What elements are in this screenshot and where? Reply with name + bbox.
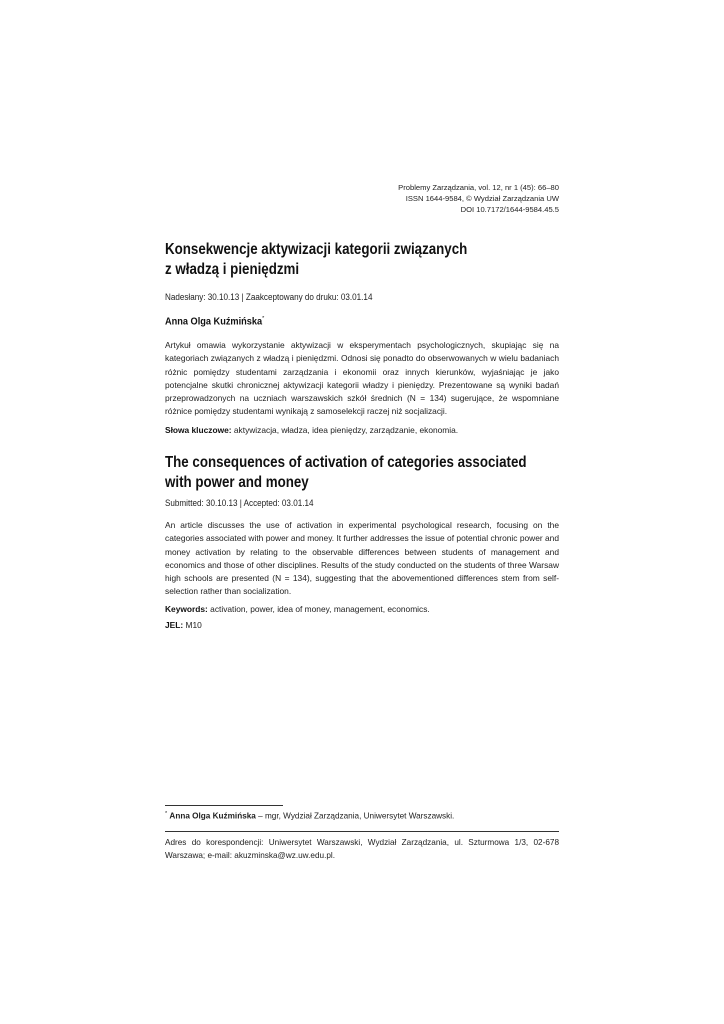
author-footnote-mark: * bbox=[262, 316, 265, 322]
footnote-author: Anna Olga Kuźmińska bbox=[169, 811, 256, 821]
journal-header bbox=[398, 182, 559, 215]
jel-code bbox=[165, 620, 202, 630]
journal-citation: Problemy Zarządzania, vol. 12, nr 1 (45): 66–80 bbox=[398, 183, 559, 192]
polish-keywords-text: aktywizacja, władza, idea pieniędzy, zarządzanie, ekonomia. bbox=[233, 425, 459, 435]
english-keywords-label: Keywords: bbox=[165, 604, 208, 614]
polish-keywords bbox=[165, 425, 458, 435]
footnote-divider bbox=[165, 805, 283, 806]
english-title-line-2: with power and money bbox=[165, 474, 309, 491]
footnote-mark: * bbox=[165, 811, 168, 817]
english-abstract: An article discusses the use of activation in experimental psychological research, focusing on the categories associated with power and money. It further addresses the issue of potential chronic power and money activation by relating to the observable differences between students of management and economics and those of other disciplines. Results of the study conducted on the students of three Warsaw high schools are presented (N = 134), suggesting that the abovementioned differences stem from self-selection rather than socialization. bbox=[165, 520, 559, 597]
author-name-text: Anna Olga Kuźmińska bbox=[165, 316, 263, 328]
polish-keywords-label: Słowa kluczowe: bbox=[165, 425, 232, 435]
jel-value: M10 bbox=[185, 620, 202, 630]
english-dates: Submitted: 30.10.13 | Accepted: 03.01.14 bbox=[165, 498, 314, 508]
author-footnote bbox=[165, 811, 454, 821]
english-keywords bbox=[165, 604, 430, 614]
author-name bbox=[165, 316, 264, 327]
polish-dates: Nadesłany: 30.10.13 | Zaakceptowany do druku: 03.01.14 bbox=[165, 292, 373, 302]
journal-doi: DOI 10.7172/1644-9584.45.5 bbox=[460, 205, 559, 214]
correspondence-address: Adres do korespondencji: Uniwersytet Warszawski, Wydział Zarządzania, ul. Szturmowa 1/3, 02-678 Warszawa; e-mail: akuzminska@wz.uw.edu.pl. bbox=[165, 838, 559, 860]
polish-title-line-1: Konsekwencje aktywizacji kategorii związanych bbox=[165, 241, 468, 258]
polish-abstract: Artykuł omawia wykorzystanie aktywizacji w eksperymentach psychologicznych, skupiając się na kategoriach związanych z władzą i pieniędzmi. Odnosi się ponadto do obserwowanych w wielu badaniach różnic pomiędzy studentami zarządzania i ekonomii oraz innych kierunków, wyjaśniając je jako potencjalne skutki chronicznej aktywizacji kategorii władzy i pieniędzy. Prezentowane są wyniki badań przeprowadzonych na uczniach warszawskich szkół średnich (N = 134) sugerujące, że wspomniane różnice pomiędzy studentami wynikają z samoselekcji raczej niż socjalizacji. bbox=[165, 340, 559, 417]
english-title bbox=[165, 453, 527, 493]
correspondence-divider bbox=[165, 831, 559, 832]
jel-label: JEL: bbox=[165, 620, 184, 630]
journal-issn: ISSN 1644-9584, © Wydział Zarządzania UW bbox=[405, 194, 559, 203]
english-keywords-text: activation, power, idea of money, management, economics. bbox=[210, 604, 430, 614]
polish-title bbox=[165, 240, 509, 280]
footnote-affiliation: – mgr, Wydział Zarządzania, Uniwersytet Warszawski. bbox=[258, 811, 455, 821]
english-title-line-1: The consequences of activation of categories associated bbox=[165, 454, 527, 471]
polish-title-line-2: z władzą i pieniędzmi bbox=[165, 261, 300, 278]
